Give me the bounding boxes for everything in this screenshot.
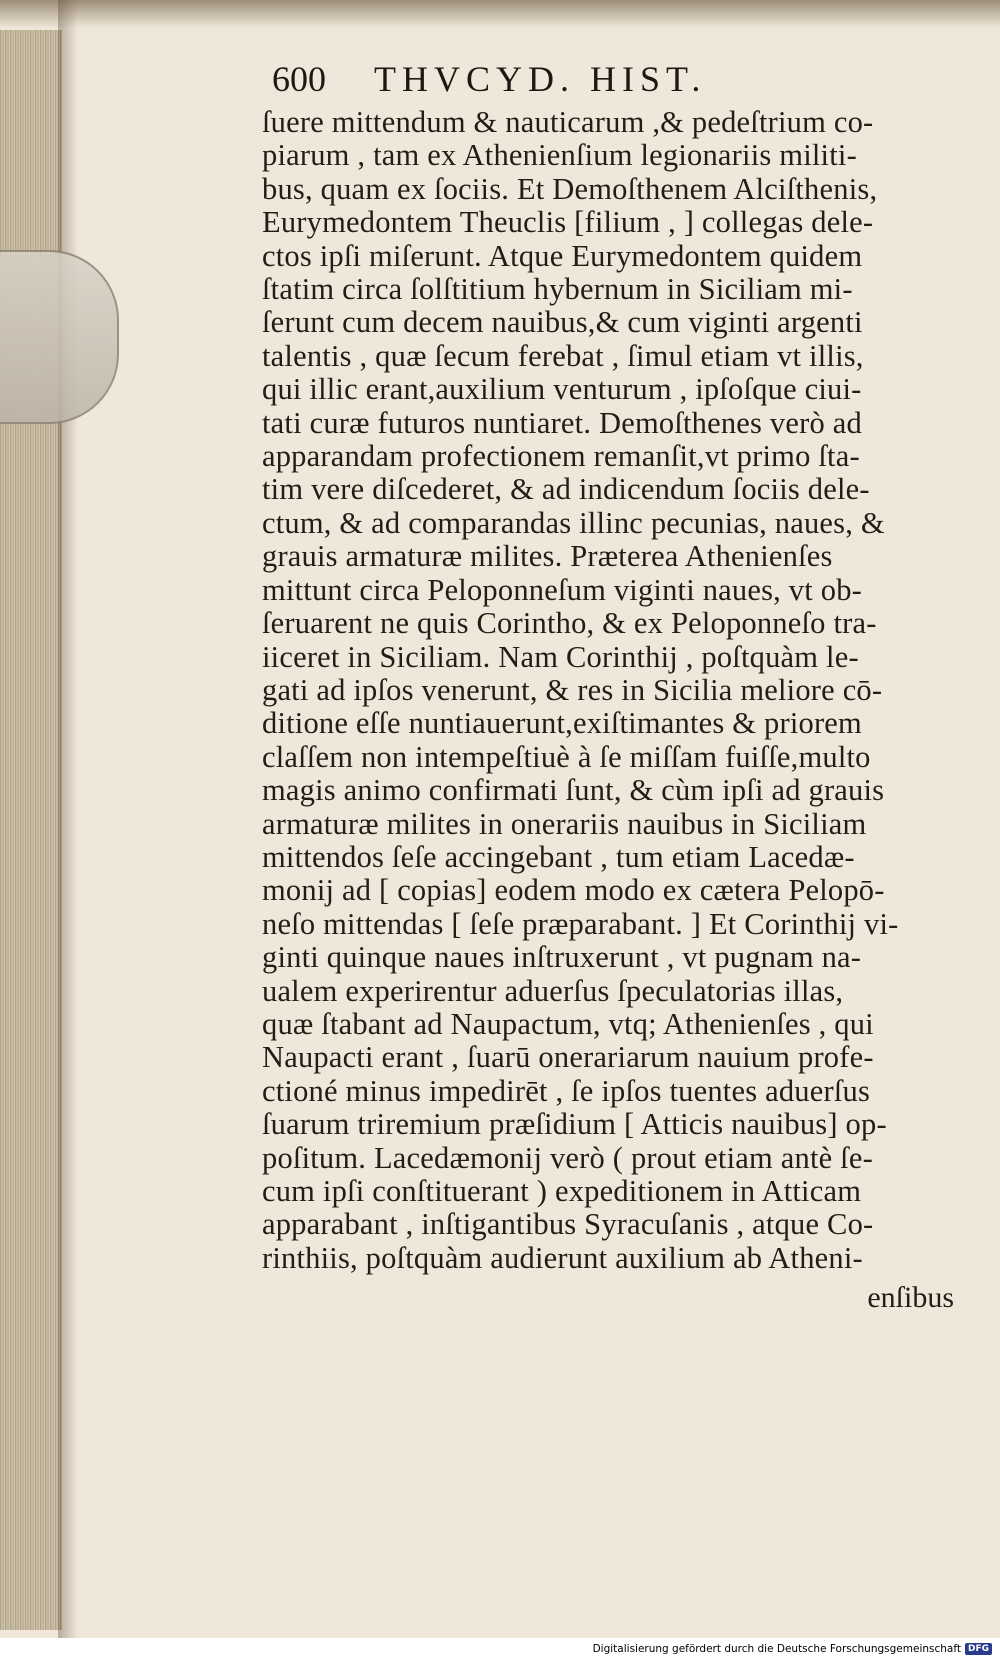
- text-line: piarum , tam ex Athenienſium legionariis militi-: [262, 138, 857, 173]
- text-line: grauis armaturæ milites. Præterea Athenienſes: [262, 539, 833, 574]
- text-line: mittendos ſeſe accingebant , tum etiam Lacedæ-: [262, 839, 855, 874]
- text-line: tati curæ futuros nuntiaret. Demoſthenes verò ad: [262, 405, 862, 440]
- text-line: ſtatim circa ſolſtitium hybernum in Siciliam mi-: [262, 272, 853, 307]
- text-line: quæ ſtabant ad Naupactum, vtq; Athenienſes , qui: [262, 1006, 874, 1041]
- page-header: [272, 58, 962, 100]
- gutter-shadow: [58, 0, 78, 1638]
- footer-credit: Digitalisierung gefördert durch die Deutsche Forschungsgemeinschaft: [592, 1643, 961, 1655]
- text-line: neſo mittendas [ ſeſe præparabant. ] Et Corinthij vi-: [262, 906, 899, 941]
- text-line: monij ad [ copias] eodem modo ex cætera Pelopō-: [262, 873, 885, 908]
- catchword: enſibus: [867, 1281, 954, 1315]
- text-line: ctum, & ad comparandas illinc pecunias, naues, &: [262, 505, 885, 540]
- text-line: Naupacti erant , ſuarū onerariarum nauium profe-: [262, 1040, 874, 1075]
- text-line: ſuarum triremium præſidium [ Atticis nauibus] op-: [262, 1107, 887, 1142]
- text-line: ditione eſſe nuntiauerunt,exiſtimantes & priorem: [262, 706, 862, 741]
- text-block: [262, 58, 962, 1315]
- text-line: claſſem non intempeſtiuè à ſe miſſam fuiſſe,multo: [262, 739, 871, 774]
- text-line: apparandam profectionem remanſit,vt primo ſta-: [262, 439, 860, 474]
- dfg-logo: DFG: [965, 1643, 992, 1655]
- text-line: qui illic erant,auxilium venturum , ipſoſque ciui-: [262, 372, 862, 407]
- body-text: [262, 106, 962, 1275]
- digitization-footer: [0, 1638, 1000, 1660]
- text-line: magis animo confirmati ſunt, & cùm ipſi ad grauis: [262, 773, 885, 808]
- text-line: armaturæ milites in onerariis nauibus in Siciliam: [262, 806, 867, 841]
- text-line: ginti quinque naues inſtruxerunt , vt pugnam na-: [262, 940, 862, 975]
- text-line: ſerunt cum decem nauibus,& cum viginti argenti: [262, 305, 863, 340]
- text-line: talentis , quæ ſecum ferebat , ſimul etiam vt illis,: [262, 338, 864, 373]
- text-line: rinthiis, poſtquàm audierunt auxilium ab Atheni-: [262, 1240, 863, 1275]
- text-line: ſuere mittendum & nauticarum ,& pedeſtrium co-: [262, 105, 874, 139]
- page-number: 600: [272, 59, 326, 99]
- running-head: THVCYD. HIST.: [374, 59, 707, 99]
- text-line: poſitum. Lacedæmonij verò ( prout etiam antè ſe-: [262, 1140, 873, 1175]
- text-line: tim vere diſcederet, & ad indicendum ſociis dele-: [262, 472, 870, 507]
- page-clip-tab: [0, 250, 119, 424]
- text-line: ctioné minus impedirēt , ſe ipſos tuentes aduerſus: [262, 1073, 871, 1108]
- text-line: mittunt circa Peloponneſum viginti naues, vt ob-: [262, 572, 863, 607]
- text-line: ctos ipſi miſerunt. Atque Eurymedontem quidem: [262, 238, 863, 273]
- text-line: gati ad ipſos venerunt, & res in Sicilia meliore cō-: [262, 672, 883, 707]
- page-top-shadow: [0, 0, 1000, 28]
- text-line: ſeruarent ne quis Corintho, & ex Peloponneſo tra-: [262, 606, 877, 641]
- text-line: bus, quam ex ſociis. Et Demoſthenem Alciſthenis,: [262, 171, 878, 206]
- text-line: ualem experirentur aduerſus ſpeculatorias illas,: [262, 973, 844, 1008]
- text-line: Eurymedontem Theuclis [filium , ] collegas dele-: [262, 205, 874, 240]
- text-line: iiceret in Siciliam. Nam Corinthij , poſtquàm le-: [262, 639, 859, 674]
- text-line: cum ipſi conſtituerant ) expeditionem in Atticam: [262, 1174, 862, 1208]
- text-line: apparabant , inſtigantibus Syracuſanis , atque Co-: [262, 1207, 874, 1242]
